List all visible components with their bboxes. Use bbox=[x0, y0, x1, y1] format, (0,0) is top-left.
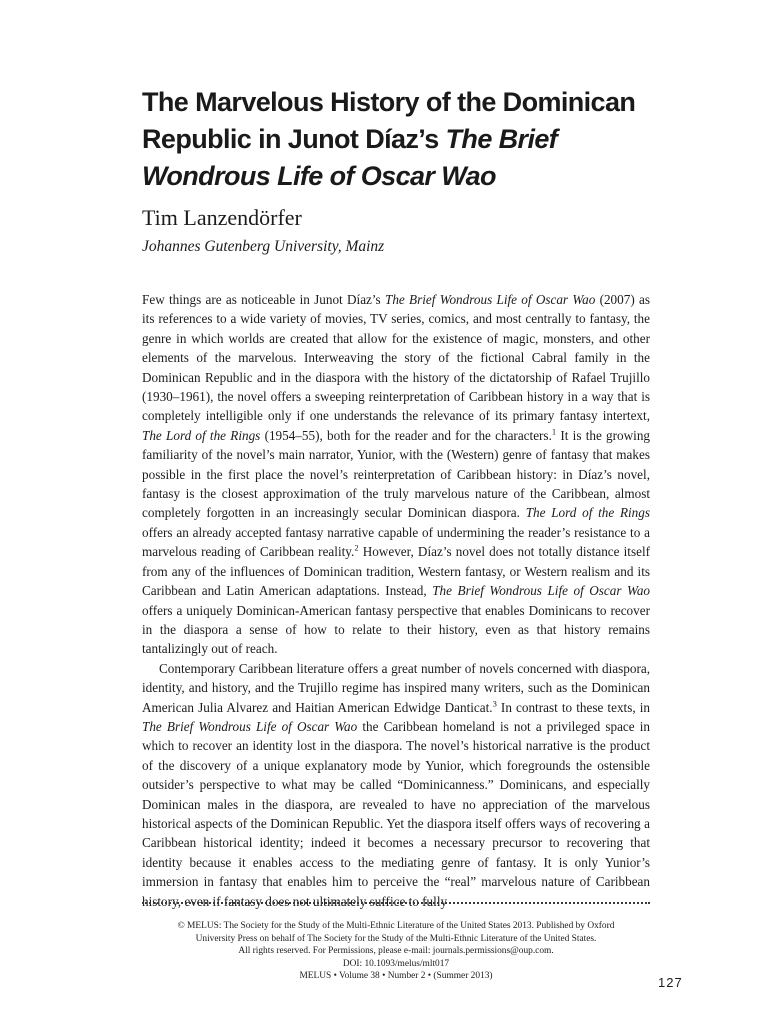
italic-title: The Brief Wondrous Life of Oscar Wao bbox=[432, 583, 651, 599]
text-span: offers a uniquely Dominican-American fantasy perspective that enables Dominicans to recover in the diaspora a sense of how to relate to their history, even as that history remains tantalizingly out of reach. bbox=[142, 602, 650, 657]
text-span: (1954–55), both for the reader and for the characters. bbox=[260, 427, 552, 443]
text-span: It is the growing familiarity of the novel’s main narrator, Yunior, with the (Western) genre of fantasy that makes possible in the first place the novel’s reinterpretation of Caribbean history: in Díaz’s novel, fantasy is the closest approximation of the truly marvelous nature of the Caribbean, almost completely forgotten in an increasingly secular Dominican diaspora. bbox=[142, 427, 651, 521]
footnote-marker[interactable]: 1 bbox=[551, 426, 557, 437]
italic-title: The Lord of the Rings bbox=[525, 505, 650, 521]
footer-dotted-rule bbox=[142, 902, 650, 904]
text-span: Contemporary Caribbean literature offers a great number of novels concerned with diaspora, identity, and history, and the Trujillo regime has inspired many writers, such as the Dominican American Julia Alvarez and Haitian American Edwidge Danticat. bbox=[142, 660, 650, 715]
italic-title: The Brief Wondrous Life of Oscar Wao bbox=[142, 718, 358, 734]
text-span: offers an already accepted fantasy narrative capable of undermining the reader’s resistance to a marvelous reading of Caribbean reality. bbox=[142, 524, 650, 560]
permissions-line: All rights reserved. For Permissions, please e-mail: journals.permissions@oup.com. bbox=[238, 946, 554, 957]
publisher-line: University Press on behalf of The Society for the Study of the Multi-Ethnic Literature of the United States. bbox=[195, 933, 597, 944]
copyright-footer bbox=[142, 920, 650, 983]
text-span: However, Díaz’s novel does not totally distance itself from any of the influences of Dominican tradition, Western fantasy, or Western realism and its Caribbean and Latin American adaptations. Instead, bbox=[142, 544, 650, 599]
journal-issue-line: MELUS • Volume 38 • Number 2 • (Summer 2013) bbox=[299, 971, 493, 982]
author-name: Tim Lanzendörfer bbox=[142, 205, 302, 230]
italic-title: The Brief Wondrous Life of Oscar Wao bbox=[384, 292, 596, 307]
text-span: Few things are as noticeable in Junot Díaz’s bbox=[142, 292, 385, 307]
paragraph-1 bbox=[142, 290, 650, 659]
italic-title: The Lord of the Rings bbox=[142, 427, 261, 443]
text-span: In contrast to these texts, in bbox=[496, 699, 650, 715]
paragraph-2 bbox=[142, 659, 650, 911]
text-span: (2007) as its references to a wide variety of movies, TV series, comics, and most centrally to fantasy, the genre in which worlds are created that allow for the existence of magic, monsters, and other elements of the marvelous. Interweaving the story of the fictional Cabral family in the Dominican Republic and in the diaspora with the history of the dictatorship of Rafael Trujillo (1930–1961), the novel offers a sweeping reinterpretation of Caribbean history in a way that is completely intelligible only if one understands the relevance of its primary fantasy intertext, bbox=[142, 292, 650, 424]
footnote-marker[interactable]: 3 bbox=[492, 698, 497, 709]
text-span: the Caribbean homeland is not a privileged space in which to recover an identity lost in the diaspora. The novel’s historical narrative is the product of the discovery of a unique explanatory mode by Yunior, which foregrounds the ostensible outsider’s perspective to what may be called “Dominicanness.” Dominicans, and especially Dominican males in the diaspora, are revealed to have no appreciation of the marvelous historical aspects of the Dominican Republic. Yet the diaspora itself offers ways of recovering a Caribbean historical identity; indeed it becomes a necessary precursor to recovering that identity because it enables access to the mediating genre of fantasy. It is only Yunior’s immersion in fantasy that enables him to perceive the “real” marvelous nature of Caribbean history, even if fantasy does not ultimately suffice to fully bbox=[142, 718, 650, 909]
article-body bbox=[142, 290, 650, 911]
copyright-line: © MELUS: The Society for the Study of the Multi-Ethnic Literature of the United States 2013. Published by Oxford bbox=[177, 921, 615, 931]
article-title bbox=[142, 84, 682, 195]
doi-line: DOI: 10.1093/melus/mlt017 bbox=[342, 958, 450, 969]
title-italic-text: The Brief Wondrous Life of Oscar Wao bbox=[142, 124, 558, 191]
title-plain-text: The Marvelous History of the Dominican Republic in Junot Díaz’s bbox=[142, 87, 636, 154]
author-affiliation: Johannes Gutenberg University, Mainz bbox=[142, 238, 385, 255]
footnote-marker[interactable]: 2 bbox=[354, 542, 359, 553]
page-number: 127 bbox=[658, 975, 683, 990]
